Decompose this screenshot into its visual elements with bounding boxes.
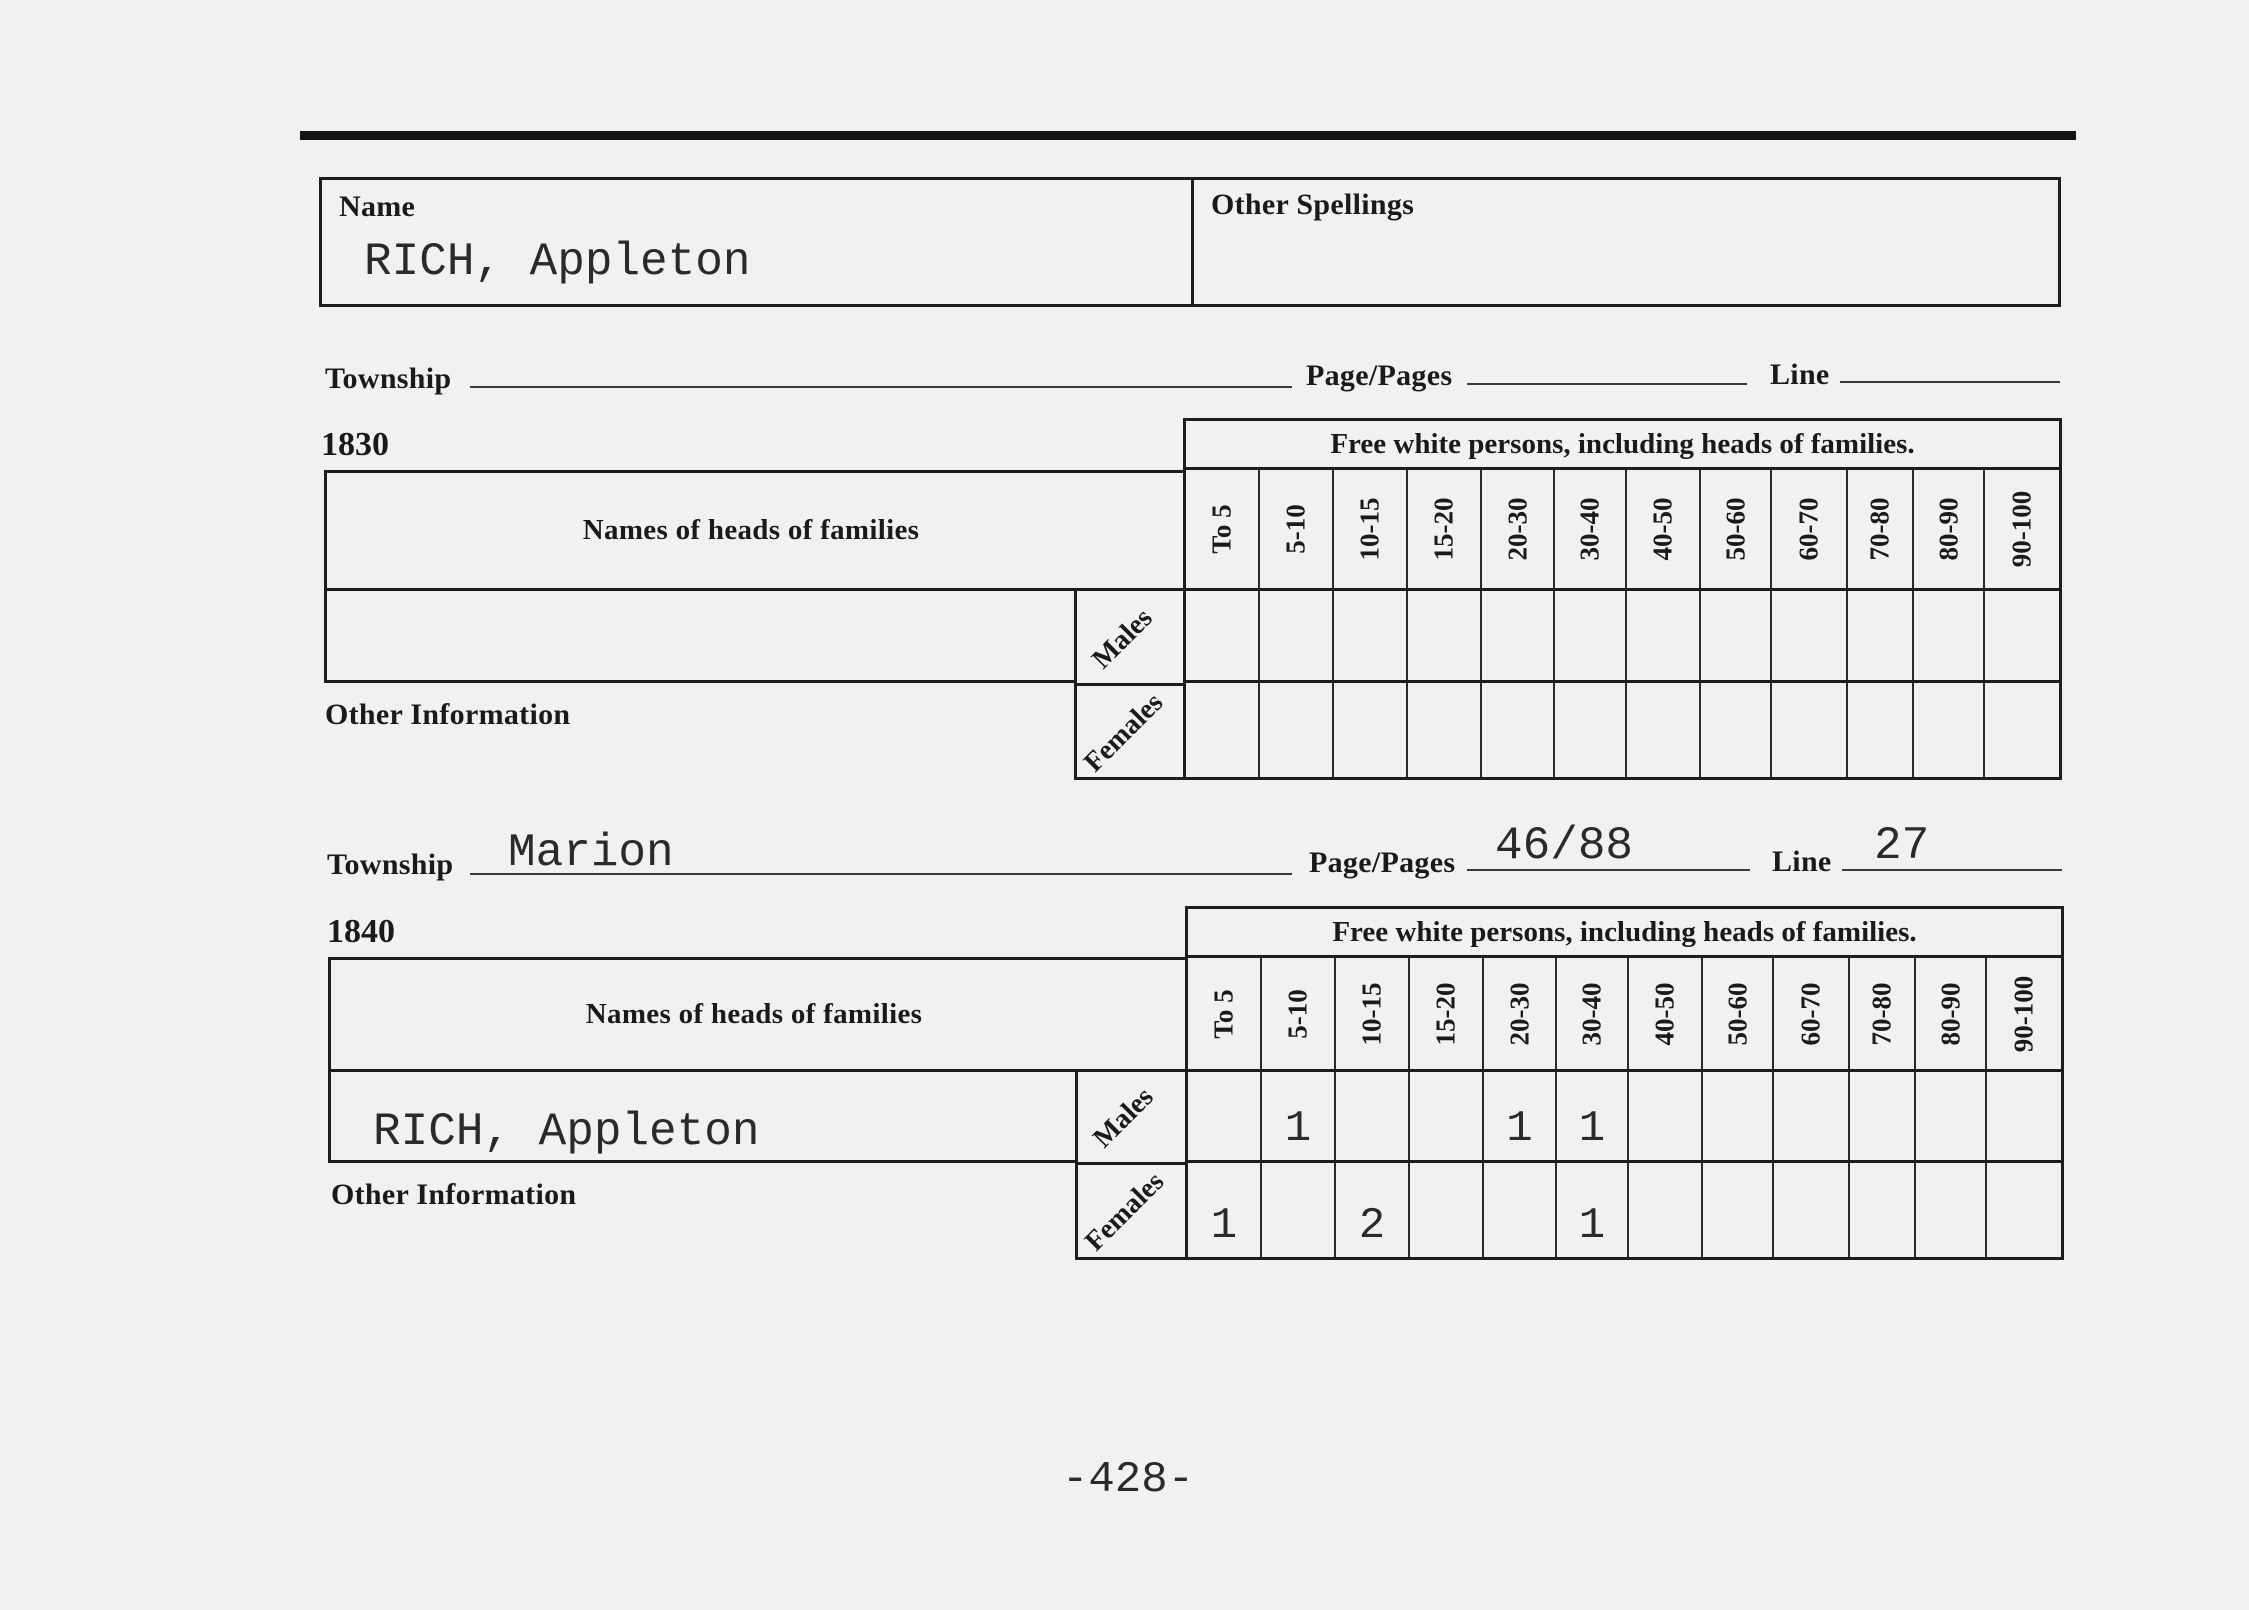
age-col-header: 10-15 bbox=[1334, 958, 1408, 1069]
township-value-1840: Marion bbox=[508, 827, 674, 879]
count-cell bbox=[1846, 591, 1912, 680]
count-cell bbox=[1699, 591, 1770, 680]
age-col-header: 10-15 bbox=[1332, 470, 1406, 588]
age-col-header: 40-50 bbox=[1627, 958, 1701, 1069]
age-header-row-1830 bbox=[1183, 467, 2062, 591]
year-1840: 1840 bbox=[327, 913, 395, 950]
page-number: -428- bbox=[1062, 1455, 1195, 1505]
count-cell bbox=[1846, 683, 1912, 777]
males-row-1840 bbox=[1185, 1069, 2064, 1163]
count-cell bbox=[1701, 1072, 1772, 1160]
age-col-header: 40-50 bbox=[1625, 470, 1699, 588]
count-cell bbox=[1480, 683, 1553, 777]
sex-label-column-1840 bbox=[1075, 1069, 1188, 1260]
head-of-family-cell-1840: RICH, Appleton bbox=[328, 1069, 1078, 1163]
age-col-header: 60-70 bbox=[1770, 470, 1846, 588]
age-col-header: 5-10 bbox=[1258, 470, 1332, 588]
count-cell bbox=[1186, 683, 1258, 777]
females-row-1840 bbox=[1185, 1160, 2064, 1260]
line-label-1840: Line bbox=[1772, 845, 1832, 878]
count-cell bbox=[1627, 1163, 1701, 1257]
count-cell bbox=[1258, 683, 1332, 777]
count-cell bbox=[1186, 591, 1258, 680]
count-cell bbox=[1848, 1072, 1914, 1160]
township-line-1830 bbox=[470, 386, 1292, 388]
age-col-header: 60-70 bbox=[1772, 958, 1848, 1069]
males-row-1830 bbox=[1183, 588, 2062, 683]
count-cell bbox=[1985, 1072, 2061, 1160]
count-cell bbox=[1332, 683, 1406, 777]
age-col-header: 5-10 bbox=[1260, 958, 1334, 1069]
females-label-1830: Females bbox=[1078, 687, 1170, 779]
age-col-header: 30-40 bbox=[1555, 958, 1627, 1069]
count-cell bbox=[1406, 591, 1480, 680]
age-col-header: 90-100 bbox=[1985, 958, 2061, 1069]
pages-label-1830: Page/Pages bbox=[1306, 359, 1453, 392]
count-cell bbox=[1408, 1163, 1482, 1257]
age-col-header: 20-30 bbox=[1482, 958, 1555, 1069]
names-heads-header-1830: Names of heads of families bbox=[324, 470, 1186, 591]
count-cell bbox=[1914, 1163, 1985, 1257]
sex-label-column-1830 bbox=[1074, 588, 1186, 780]
line-line-1830 bbox=[1840, 381, 2060, 383]
line-label-1830: Line bbox=[1770, 358, 1830, 391]
year-1830: 1830 bbox=[321, 426, 389, 463]
count-cell bbox=[1625, 591, 1699, 680]
count-cell: 1 bbox=[1555, 1163, 1627, 1257]
age-col-header: 30-40 bbox=[1553, 470, 1625, 588]
name-box bbox=[319, 177, 2061, 307]
count-cell bbox=[1983, 683, 2059, 777]
count-cell bbox=[1985, 1163, 2061, 1257]
count-cell bbox=[1770, 683, 1846, 777]
count-cell bbox=[1770, 591, 1846, 680]
top-rule bbox=[300, 131, 2076, 140]
township-label-1840: Township bbox=[327, 848, 454, 881]
count-cell bbox=[1332, 591, 1406, 680]
count-cell bbox=[1408, 1072, 1482, 1160]
count-cell bbox=[1260, 1163, 1334, 1257]
age-header-row-1840 bbox=[1185, 955, 2064, 1072]
age-col-header: 70-80 bbox=[1848, 958, 1914, 1069]
head-of-family-cell-1830 bbox=[324, 588, 1077, 683]
age-col-header: 50-60 bbox=[1699, 470, 1770, 588]
count-cell bbox=[1258, 591, 1332, 680]
banner-1830: Free white persons, including heads of families. bbox=[1183, 418, 2062, 470]
age-col-header: 80-90 bbox=[1914, 958, 1985, 1069]
pages-value-1840: 46/88 bbox=[1495, 820, 1634, 872]
count-cell: 1 bbox=[1555, 1072, 1627, 1160]
count-cell bbox=[1701, 1163, 1772, 1257]
line-value-1840: 27 bbox=[1874, 820, 1930, 872]
count-cell bbox=[1983, 591, 2059, 680]
count-cell bbox=[1699, 683, 1770, 777]
count-cell: 1 bbox=[1482, 1072, 1555, 1160]
age-col-header: To 5 bbox=[1208, 988, 1239, 1039]
count-cell bbox=[1772, 1072, 1848, 1160]
males-label-1840: Males bbox=[1087, 1081, 1160, 1154]
count-cell bbox=[1406, 683, 1480, 777]
count-cell bbox=[1553, 591, 1625, 680]
age-col-header: 15-20 bbox=[1408, 958, 1482, 1069]
age-col-header: 50-60 bbox=[1701, 958, 1772, 1069]
count-cell: 1 bbox=[1260, 1072, 1334, 1160]
names-heads-header-1840: Names of heads of families bbox=[328, 957, 1188, 1072]
township-label-1830: Township bbox=[325, 362, 452, 395]
age-col-header: 90-100 bbox=[1983, 470, 2059, 588]
count-cell bbox=[1334, 1072, 1408, 1160]
pages-line-1830 bbox=[1467, 383, 1747, 385]
count-cell bbox=[1480, 591, 1553, 680]
name-value: RICH, Appleton bbox=[364, 236, 751, 288]
other-spellings-label: Other Spellings bbox=[1211, 188, 1415, 221]
count-cell: 2 bbox=[1334, 1163, 1408, 1257]
age-col-header: To 5 bbox=[1206, 504, 1237, 554]
count-cell bbox=[1912, 591, 1983, 680]
count-cell bbox=[1912, 683, 1983, 777]
count-cell: 1 bbox=[1210, 1201, 1238, 1251]
name-label: Name bbox=[339, 190, 416, 223]
count-cell bbox=[1482, 1163, 1555, 1257]
count-cell bbox=[1553, 683, 1625, 777]
count-cell bbox=[1188, 1072, 1260, 1160]
age-col-header: 70-80 bbox=[1846, 470, 1912, 588]
count-cell bbox=[1772, 1163, 1848, 1257]
females-row-1830 bbox=[1183, 680, 2062, 780]
other-information-label-1840: Other Information bbox=[331, 1178, 577, 1211]
count-cell bbox=[1848, 1163, 1914, 1257]
count-cell bbox=[1627, 1072, 1701, 1160]
pages-label-1840: Page/Pages bbox=[1309, 846, 1456, 879]
banner-1840: Free white persons, including heads of families. bbox=[1185, 906, 2064, 958]
count-cell bbox=[1914, 1072, 1985, 1160]
count-cell bbox=[1625, 683, 1699, 777]
age-col-header: 80-90 bbox=[1912, 470, 1983, 588]
age-col-header: 20-30 bbox=[1480, 470, 1553, 588]
name-box-divider bbox=[1191, 180, 1194, 304]
males-label-1830: Males bbox=[1086, 602, 1159, 675]
other-information-label-1830: Other Information bbox=[325, 698, 571, 731]
age-col-header: 15-20 bbox=[1406, 470, 1480, 588]
females-label-1840: Females bbox=[1079, 1166, 1171, 1258]
